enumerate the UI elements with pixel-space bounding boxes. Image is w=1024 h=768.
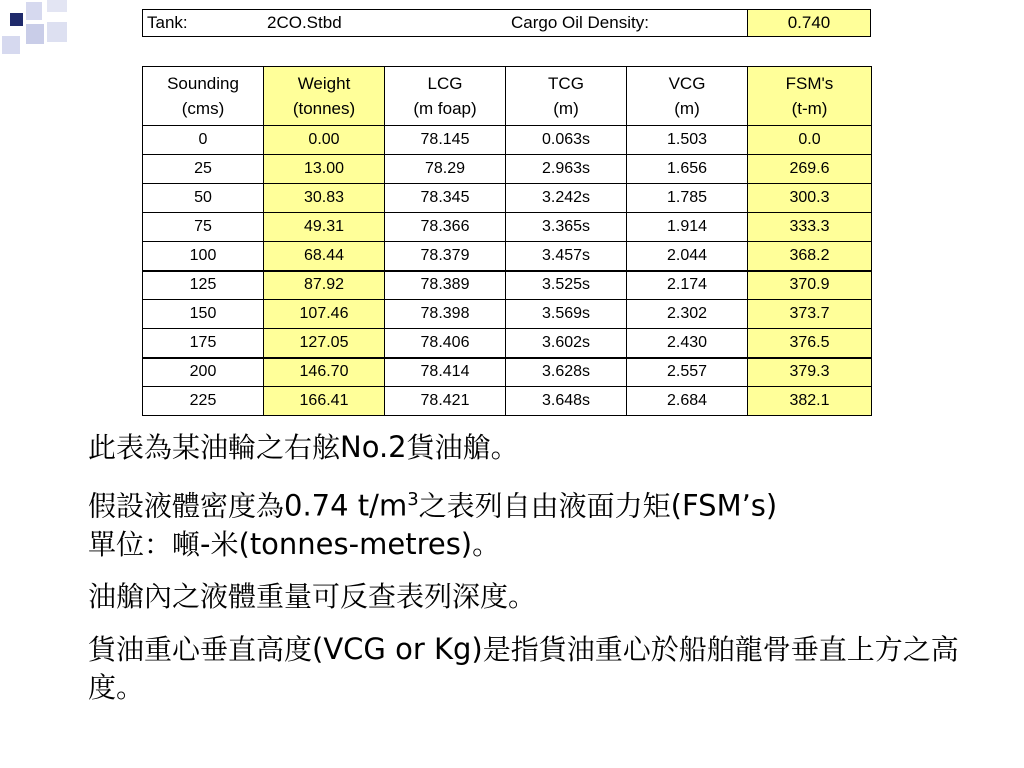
cell-fsm: 333.3 xyxy=(748,213,872,242)
table-header-row xyxy=(143,67,872,126)
cell-sounding: 200 xyxy=(143,358,264,387)
cell-lcg: 78.379 xyxy=(385,242,506,271)
table-row xyxy=(143,387,872,416)
cell-weight: 107.46 xyxy=(264,300,385,329)
cell-fsm: 269.6 xyxy=(748,155,872,184)
table-row xyxy=(143,242,872,271)
density-value: 0.740 xyxy=(747,10,870,36)
note-3: 油艙內之液體重量可反查表列深度。 xyxy=(88,580,537,614)
cell-weight: 13.00 xyxy=(264,155,385,184)
cell-sounding: 125 xyxy=(143,271,264,300)
decorative-squares xyxy=(0,0,80,70)
header-tcg: TCG (m) xyxy=(506,67,627,126)
cell-vcg: 1.785 xyxy=(627,184,748,213)
header-lcg: LCG (m foap) xyxy=(385,67,506,126)
table-row xyxy=(143,126,872,155)
cell-vcg: 2.684 xyxy=(627,387,748,416)
table-row xyxy=(143,213,872,242)
notes xyxy=(88,428,1008,721)
cell-sounding: 25 xyxy=(143,155,264,184)
header-weight: Weight (tonnes) xyxy=(264,67,385,126)
table-row xyxy=(143,271,872,300)
cell-vcg: 1.503 xyxy=(627,126,748,155)
cell-weight: 30.83 xyxy=(264,184,385,213)
cell-lcg: 78.414 xyxy=(385,358,506,387)
cell-tcg: 2.963s xyxy=(506,155,627,184)
cell-fsm: 370.9 xyxy=(748,271,872,300)
cell-vcg: 2.174 xyxy=(627,271,748,300)
table-row xyxy=(143,329,872,358)
note-1: 此表為某油輪之右舷No.2貨油艙。 xyxy=(88,430,519,464)
cell-tcg: 0.063s xyxy=(506,126,627,155)
note-4: 貨油重心垂直高度(VCG or Kg)是指貨油重心於船舶龍骨垂直上方之高度。 xyxy=(88,632,959,705)
tank-info-bar xyxy=(142,9,871,37)
tank-label: Tank: xyxy=(147,13,188,32)
tank-name: 2CO.Stbd xyxy=(267,13,342,32)
cell-fsm: 382.1 xyxy=(748,387,872,416)
cell-weight: 166.41 xyxy=(264,387,385,416)
cell-tcg: 3.628s xyxy=(506,358,627,387)
cell-sounding: 225 xyxy=(143,387,264,416)
cell-weight: 0.00 xyxy=(264,126,385,155)
deco-square-light xyxy=(2,36,20,54)
header-fsm: FSM's (t-m) xyxy=(748,67,872,126)
cell-vcg: 1.914 xyxy=(627,213,748,242)
cell-sounding: 175 xyxy=(143,329,264,358)
cell-fsm: 300.3 xyxy=(748,184,872,213)
cell-vcg: 2.557 xyxy=(627,358,748,387)
sounding-table xyxy=(142,66,872,416)
cell-tcg: 3.569s xyxy=(506,300,627,329)
cell-sounding: 100 xyxy=(143,242,264,271)
cell-weight: 49.31 xyxy=(264,213,385,242)
cell-tcg: 3.602s xyxy=(506,329,627,358)
cell-tcg: 3.457s xyxy=(506,242,627,271)
cell-weight: 146.70 xyxy=(264,358,385,387)
table-row xyxy=(143,300,872,329)
cell-lcg: 78.345 xyxy=(385,184,506,213)
cell-fsm: 376.5 xyxy=(748,329,872,358)
cell-weight: 127.05 xyxy=(264,329,385,358)
deco-square-light xyxy=(47,0,67,12)
deco-square-navy xyxy=(10,13,23,26)
cell-tcg: 3.365s xyxy=(506,213,627,242)
cell-sounding: 0 xyxy=(143,126,264,155)
cell-sounding: 150 xyxy=(143,300,264,329)
deco-square-light xyxy=(47,22,67,42)
cell-vcg: 2.044 xyxy=(627,242,748,271)
note-2: 假設液體密度為0.74 $t/m^3$之表列自由液面力矩(FSM’s) 單位：噸-米(tonnes-metres)。 xyxy=(88,488,778,562)
cell-lcg: 78.29 xyxy=(385,155,506,184)
cell-tcg: 3.648s xyxy=(506,387,627,416)
cell-sounding: 75 xyxy=(143,213,264,242)
header-sounding: Sounding (cms) xyxy=(143,67,264,126)
header-vcg: VCG (m) xyxy=(627,67,748,126)
cell-lcg: 78.366 xyxy=(385,213,506,242)
cell-lcg: 78.145 xyxy=(385,126,506,155)
density-label: Cargo Oil Density: xyxy=(511,13,649,32)
cell-lcg: 78.406 xyxy=(385,329,506,358)
cell-sounding: 50 xyxy=(143,184,264,213)
cell-tcg: 3.242s xyxy=(506,184,627,213)
cell-fsm: 379.3 xyxy=(748,358,872,387)
cell-fsm: 373.7 xyxy=(748,300,872,329)
cell-vcg: 2.430 xyxy=(627,329,748,358)
cell-lcg: 78.389 xyxy=(385,271,506,300)
table-row xyxy=(143,358,872,387)
table-row xyxy=(143,184,872,213)
deco-square-light xyxy=(26,24,44,44)
cell-vcg: 2.302 xyxy=(627,300,748,329)
cell-fsm: 368.2 xyxy=(748,242,872,271)
cell-tcg: 3.525s xyxy=(506,271,627,300)
table-row xyxy=(143,155,872,184)
cell-lcg: 78.421 xyxy=(385,387,506,416)
cell-vcg: 1.656 xyxy=(627,155,748,184)
deco-square-light xyxy=(26,2,42,20)
cell-lcg: 78.398 xyxy=(385,300,506,329)
cell-weight: 87.92 xyxy=(264,271,385,300)
cell-weight: 68.44 xyxy=(264,242,385,271)
cell-fsm: 0.0 xyxy=(748,126,872,155)
